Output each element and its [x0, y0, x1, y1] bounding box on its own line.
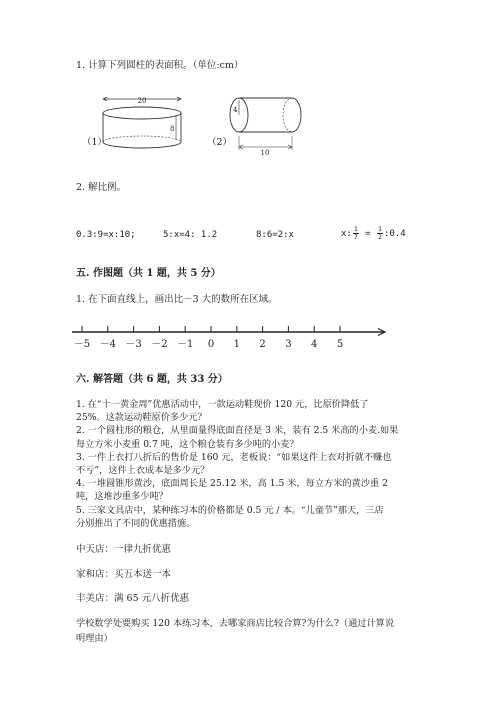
final-question-line: 明理由）: [76, 633, 113, 644]
cylinder-figure-1: [98, 94, 190, 158]
problem-list: [76, 398, 398, 530]
problem-line: 吨，这堆沙重多少吨？: [76, 491, 168, 503]
section-6-heading: 六. 解答题（共 6 题，共 33 分）: [76, 374, 228, 385]
store-1-offer: 中天店：一律九折优惠: [76, 544, 172, 555]
problem-line: 3. 一件上衣打八折后的售价是 160 元，老板说：“如果这件上衣对折就不赚也: [76, 451, 392, 463]
length-label: 10: [260, 149, 270, 157]
number-line-tick-label: －1: [177, 339, 194, 350]
fig1-label: （1）: [82, 137, 108, 148]
problem-line: 每立方米小麦重 0.7 吨，这个粮仓装有多少吨的小麦？: [76, 438, 299, 450]
section-5-question-1: 1. 在下面直线上，画出比－3 大的数所在区域。: [76, 294, 278, 305]
diameter-label: 4: [233, 106, 238, 114]
problem-line: 1. 在“十一黄金周”优惠活动中，一款运动鞋现价 120 元，比原价降低了: [76, 399, 369, 410]
equation-2: 5:x=4: 1.2: [163, 230, 218, 240]
fraction-one-half: $\frac{1}{2}$: [378, 225, 382, 241]
problem-line: 2. 一个圆柱形的粮仓，从里面量得底面直径是 3 米，装有 2.5 米高的小麦.如果: [76, 425, 399, 437]
q2-title: 2. 解比例。: [76, 182, 127, 193]
number-line-tick-label: －3: [125, 339, 142, 350]
store-2-offer: 家和店：买五本送一本: [76, 569, 172, 580]
number-line: [70, 324, 390, 354]
cylinder-figure-2: [222, 92, 322, 158]
eq4-suffix: :0.4: [383, 229, 406, 239]
problem-line: 分别推出了不同的优惠措施。: [76, 517, 196, 529]
number-line-tick-label: 4: [311, 339, 318, 350]
eq4-equals: =: [359, 229, 377, 239]
number-line-tick-label: －5: [73, 339, 91, 350]
number-line-tick-label: 5: [336, 339, 344, 350]
width-label: 20: [137, 97, 147, 105]
number-line-tick-label: 2: [259, 339, 266, 350]
store-3-offer: 丰美店：满 65 元八折优惠: [76, 593, 190, 604]
final-question-line: 学校数学处要购买 120 本练习本，去哪家商店比较合算?为什么?（通过计算说: [76, 618, 395, 629]
equation-1: 0.3:9=x:10;: [76, 230, 136, 240]
problem-line: 4. 一堆圆锥形黄沙，底面周长是 25.12 米，高 1.5 米，每立方米的黄沙重 2: [76, 478, 388, 490]
problem-line: 5. 三家文具店中，某种练习本的价格都是 0.5 元 / 本。“儿童节”那天，三店: [76, 504, 384, 516]
fraction-one-seventh: $\frac{1}{7}$: [353, 225, 358, 241]
number-line-tick-label: 1: [233, 339, 240, 350]
number-line-tick-label: 0: [207, 339, 215, 350]
eq4-prefix: x:: [341, 229, 352, 239]
number-line-tick-label: 3: [285, 339, 292, 350]
number-line-tick-label: －2: [151, 339, 168, 350]
number-line-tick-label: －4: [99, 339, 116, 350]
final-question: [76, 616, 394, 646]
section-5-heading: 五. 作图题（共 1 题，共 5 分）: [76, 268, 221, 279]
top-ellipse: [103, 107, 181, 119]
fig2-label: （2）: [207, 137, 233, 148]
problem-line: 25%。这款运动鞋原价多少元？: [76, 412, 207, 424]
height-label: 8: [170, 125, 175, 133]
problem-line: 不亏”，这件上衣成本是多少元？: [76, 465, 210, 477]
q1-title: 1. 计算下列圆柱的表面积。（单位:cm）: [76, 60, 244, 71]
equation-4: [341, 226, 406, 241]
equation-3: 8:6=2:x: [256, 230, 294, 240]
